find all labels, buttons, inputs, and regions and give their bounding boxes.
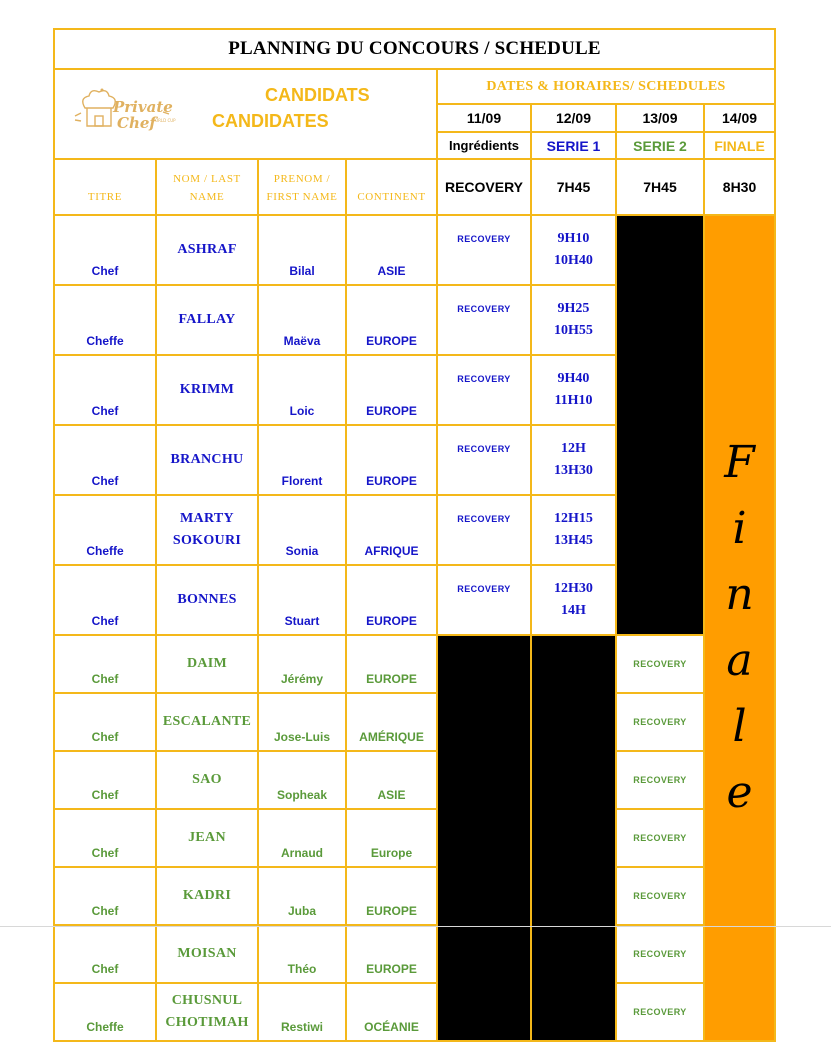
recovery-cell: RECOVERY [616, 809, 704, 867]
finale-letter: l [732, 701, 747, 752]
recovery-cell: RECOVERY [616, 983, 704, 1041]
time-slot [531, 495, 616, 565]
continent-cell: Europe [346, 809, 437, 867]
phase-serie-1: SERIE 1 [531, 132, 616, 159]
end-time: 14H [561, 603, 586, 618]
titre-cell: Chef [54, 565, 156, 635]
end-time: 10H55 [554, 323, 593, 338]
nom-cell: KADRI [156, 867, 258, 925]
prenom-cell: Florent [258, 425, 346, 495]
prenom-cell: Loic [258, 355, 346, 425]
recovery-cell: RECOVERY [616, 693, 704, 751]
prenom-cell: Sopheak [258, 751, 346, 809]
table-row [54, 215, 775, 285]
col-continent: CONTINENT [346, 159, 437, 215]
time-slot [531, 285, 616, 355]
table-row [54, 635, 775, 693]
start-time: 9H40 [557, 371, 590, 386]
nom-cell: KRIMM [156, 355, 258, 425]
end-time: 13H30 [554, 463, 593, 478]
schedule-table [53, 28, 776, 1042]
date-2: 12/09 [531, 104, 616, 132]
nom-cell: ASHRAF [156, 215, 258, 285]
nom-cell: BONNES [156, 565, 258, 635]
finale-letter: e [726, 767, 753, 818]
continent-cell: EUROPE [346, 565, 437, 635]
titre-cell: Cheffe [54, 983, 156, 1041]
prenom-cell: Arnaud [258, 809, 346, 867]
phase-finale: FINALE [704, 132, 775, 159]
date-4: 14/09 [704, 104, 775, 132]
prenom-cell: Restiwi [258, 983, 346, 1041]
start-time: 9H25 [557, 301, 590, 316]
nom-cell: MARTY SOKOURI [156, 495, 258, 565]
prenom-cell: Jose-Luis [258, 693, 346, 751]
prenom-cell: Jérémy [258, 635, 346, 693]
table-row [54, 867, 775, 925]
recovery-cell: RECOVERY [437, 355, 531, 425]
recovery-cell: RECOVERY [437, 495, 531, 565]
serie-1-blocked [531, 635, 616, 1041]
time-slot [531, 355, 616, 425]
recovery-blocked [437, 635, 531, 1041]
nom-cell: DAIM [156, 635, 258, 693]
private-chef-logo [67, 82, 177, 140]
nom-cell: BRANCHU [156, 425, 258, 495]
candidates-label: CANDIDATES [212, 111, 329, 131]
continent-cell: ASIE [346, 751, 437, 809]
svg-text:WORLD CUP: WORLD CUP [151, 118, 176, 123]
nom-cell: FALLAY [156, 285, 258, 355]
start-recovery: RECOVERY [437, 159, 531, 215]
recovery-cell: RECOVERY [616, 925, 704, 983]
recovery-cell: RECOVERY [437, 565, 531, 635]
nom-cell: MOISAN [156, 925, 258, 983]
titre-cell: Chef [54, 215, 156, 285]
titre-cell: Chef [54, 925, 156, 983]
dates-header: DATES & HORAIRES/ SCHEDULES [437, 69, 775, 104]
nom-cell: SAO [156, 751, 258, 809]
prenom-cell: Maëva [258, 285, 346, 355]
prenom-cell: Bilal [258, 215, 346, 285]
finale-letter: F [724, 437, 755, 488]
table-row [54, 809, 775, 867]
prenom-cell: Sonia [258, 495, 346, 565]
recovery-cell: RECOVERY [437, 425, 531, 495]
continent-cell: AMÉRIQUE [346, 693, 437, 751]
time-slot [531, 215, 616, 285]
continent-cell: AFRIQUE [346, 495, 437, 565]
phase-ingredients: Ingrédients [437, 132, 531, 159]
end-time: 11H10 [554, 393, 593, 408]
continent-cell: EUROPE [346, 285, 437, 355]
finale-letter: n [725, 569, 754, 620]
start-time: 12H30 [554, 581, 593, 596]
start-finale: 8H30 [704, 159, 775, 215]
finale-letter: a [726, 635, 753, 686]
recovery-cell: RECOVERY [616, 751, 704, 809]
continent-cell: EUROPE [346, 867, 437, 925]
nom-cell: ESCALANTE [156, 693, 258, 751]
col-prenom: PRENOM / FIRST NAME [258, 159, 346, 215]
nom-cell: JEAN [156, 809, 258, 867]
table-row [54, 751, 775, 809]
page-title: PLANNING DU CONCOURS / SCHEDULE [54, 29, 775, 69]
start-serie-1: 7H45 [531, 159, 616, 215]
svg-text:Private: Private [113, 98, 173, 116]
prenom-cell: Théo [258, 925, 346, 983]
prenom-cell: Juba [258, 867, 346, 925]
candidates-header [54, 69, 437, 159]
titre-cell: Chef [54, 693, 156, 751]
start-time: 12H15 [554, 511, 593, 526]
table-row [54, 983, 775, 1041]
col-titre: TITRE [54, 159, 156, 215]
prenom-cell: Stuart [258, 565, 346, 635]
start-serie-2: 7H45 [616, 159, 704, 215]
finale-column [704, 215, 775, 1041]
titre-cell: Cheffe [54, 285, 156, 355]
phase-serie-2: SERIE 2 [616, 132, 704, 159]
time-slot [531, 425, 616, 495]
table-row [54, 925, 775, 983]
start-time: 9H10 [557, 231, 590, 246]
end-time: 13H45 [554, 533, 593, 548]
recovery-cell: RECOVERY [616, 867, 704, 925]
titre-cell: Chef [54, 751, 156, 809]
titre-cell: Cheffe [54, 495, 156, 565]
table-row [54, 693, 775, 751]
date-3: 13/09 [616, 104, 704, 132]
nom-cell: CHUSNUL CHOTIMAH [156, 983, 258, 1041]
continent-cell: EUROPE [346, 425, 437, 495]
start-time: 12H [561, 441, 586, 456]
titre-cell: Chef [54, 867, 156, 925]
continent-cell: EUROPE [346, 355, 437, 425]
titre-cell: Chef [54, 425, 156, 495]
recovery-cell: RECOVERY [437, 215, 531, 285]
finale-letter: i [732, 503, 747, 554]
continent-cell: ASIE [346, 215, 437, 285]
candidats-label: CANDIDATS [265, 85, 370, 105]
titre-cell: Chef [54, 635, 156, 693]
date-1: 11/09 [437, 104, 531, 132]
serie-2-blocked [616, 215, 704, 635]
continent-cell: EUROPE [346, 925, 437, 983]
end-time: 10H40 [554, 253, 593, 268]
recovery-cell: RECOVERY [437, 285, 531, 355]
continent-cell: OCÉANIE [346, 983, 437, 1041]
page-divider [0, 926, 831, 927]
titre-cell: Chef [54, 809, 156, 867]
col-nom: NOM / LAST NAME [156, 159, 258, 215]
time-slot [531, 565, 616, 635]
continent-cell: EUROPE [346, 635, 437, 693]
titre-cell: Chef [54, 355, 156, 425]
recovery-cell: RECOVERY [616, 635, 704, 693]
svg-text:Chef: Chef [117, 114, 156, 132]
